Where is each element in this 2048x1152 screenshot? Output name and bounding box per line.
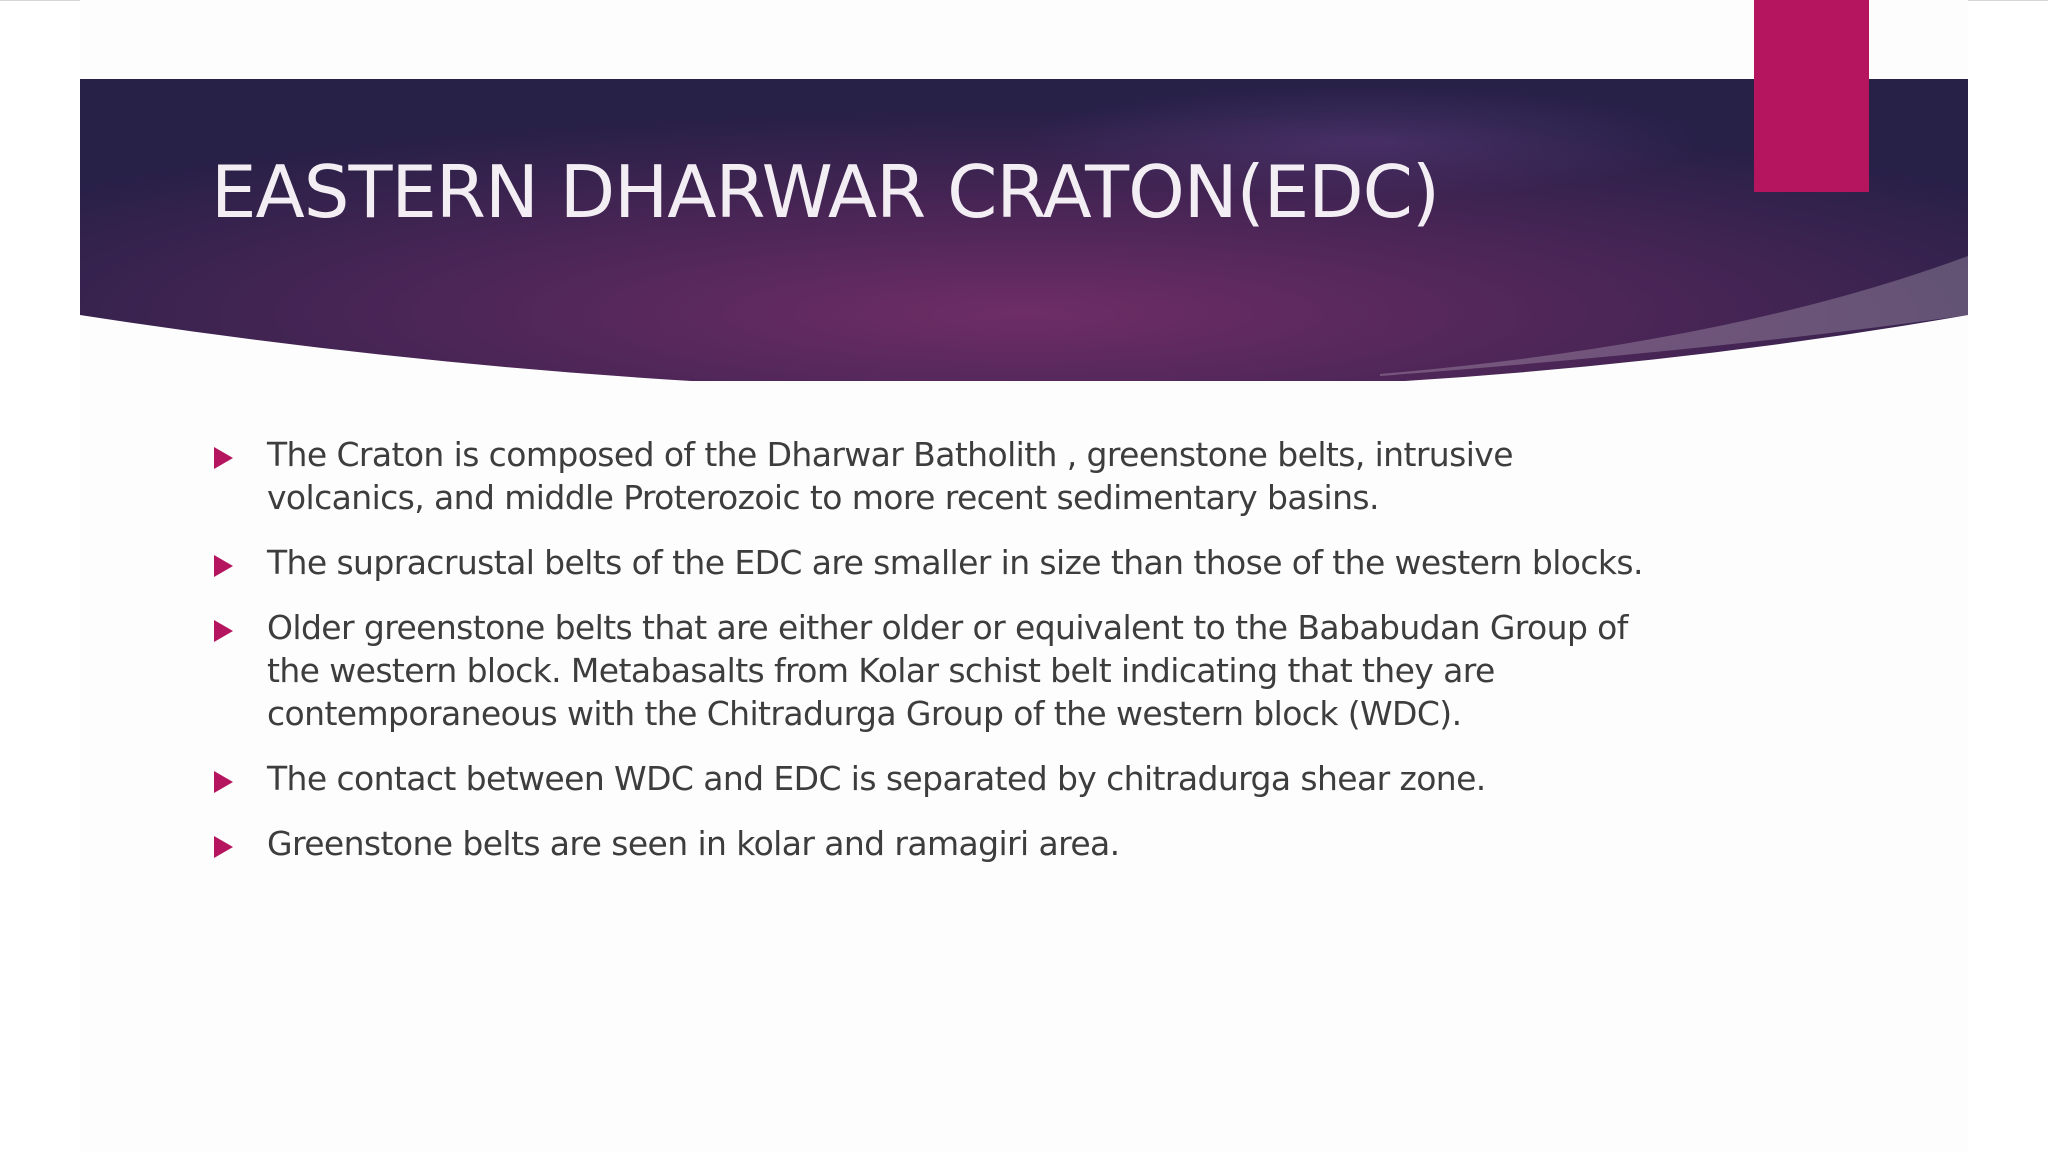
bullet-text: The contact between WDC and EDC is separated by chitradurga shear zone. bbox=[267, 759, 1486, 798]
triangle-bullet-icon bbox=[214, 836, 233, 858]
triangle-bullet-icon bbox=[214, 620, 233, 642]
bullet-item bbox=[210, 541, 1670, 584]
accent-tab bbox=[1754, 0, 1869, 192]
bullet-item bbox=[210, 606, 1670, 735]
triangle-bullet-icon bbox=[214, 771, 233, 793]
slide-title: EASTERN DHARWAR CRATON(EDC) bbox=[211, 150, 1440, 234]
bullet-item bbox=[210, 757, 1670, 800]
bullet-text: The supracrustal belts of the EDC are smaller in size than those of the western blocks. bbox=[267, 543, 1643, 582]
bullet-item bbox=[210, 433, 1670, 519]
bullet-text: Older greenstone belts that are either older or equivalent to the Bababudan Group of the western block. Metabasalts from Kolar schist belt indicating that they are contemporaneous with the Chitradurga Group of the western block (WDC). bbox=[267, 608, 1628, 733]
triangle-bullet-icon bbox=[214, 555, 233, 577]
bullet-item bbox=[210, 822, 1670, 865]
bullet-text: The Craton is composed of the Dharwar Batholith , greenstone belts, intrusive volcanics, and middle Proterozoic to more recent sedimentary basins. bbox=[267, 435, 1513, 517]
triangle-bullet-icon bbox=[214, 447, 233, 469]
bullet-list bbox=[210, 433, 1670, 887]
bullet-text: Greenstone belts are seen in kolar and ramagiri area. bbox=[267, 824, 1120, 863]
